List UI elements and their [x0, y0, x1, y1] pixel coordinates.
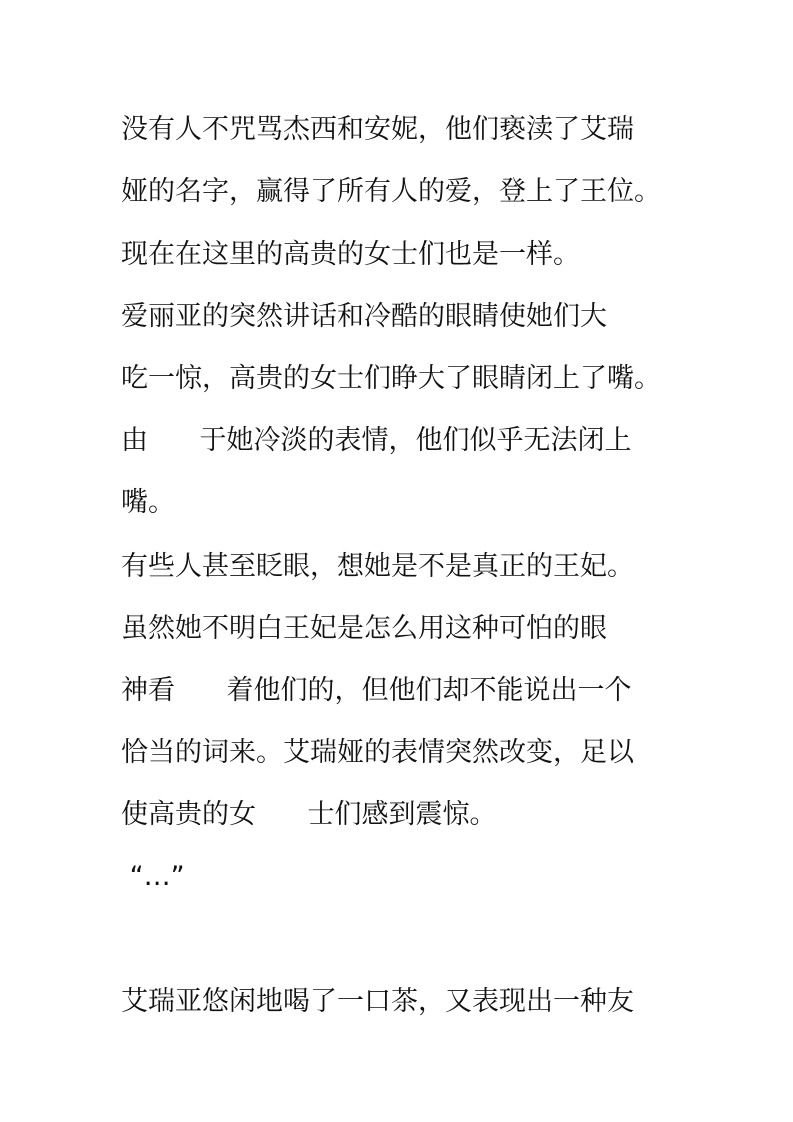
text-line: 虽然她不明白王妃是怎么用这种可怕的眼 — [121, 613, 607, 644]
text-line: 使高贵的女 士们感到震惊。 — [121, 799, 497, 830]
text-line: 没有人不咒骂杰西和安妮，他们亵渎了艾瑞 — [121, 114, 634, 145]
text-line: 嘴。 — [121, 487, 175, 518]
text-line: 有些人甚至眨眼，想她是不是真正的王妃。 — [121, 551, 634, 582]
text-line: “…” — [121, 861, 185, 892]
text-line: 恰当的词来。艾瑞娅的表情突然改变，足以 — [121, 737, 634, 768]
text-line: 艾瑞亚悠闲地喝了一口茶，又表现出一种友 — [121, 986, 634, 1017]
text-line: 神看 着他们的，但他们却不能说出一个 — [121, 675, 632, 706]
text-line: 爱丽亚的突然讲话和冷酷的眼睛使她们大 — [121, 301, 607, 332]
text-line: 吃一惊，高贵的女士们睁大了眼睛闭上了嘴。 — [121, 363, 661, 394]
text-line: 娅的名字，赢得了所有人的爱，登上了王位。 — [121, 176, 661, 207]
text-line: 现在在这里的高贵的女士们也是一样。 — [121, 239, 580, 270]
text-line: 由 于她冷淡的表情，他们似乎无法闭上 — [121, 425, 632, 456]
